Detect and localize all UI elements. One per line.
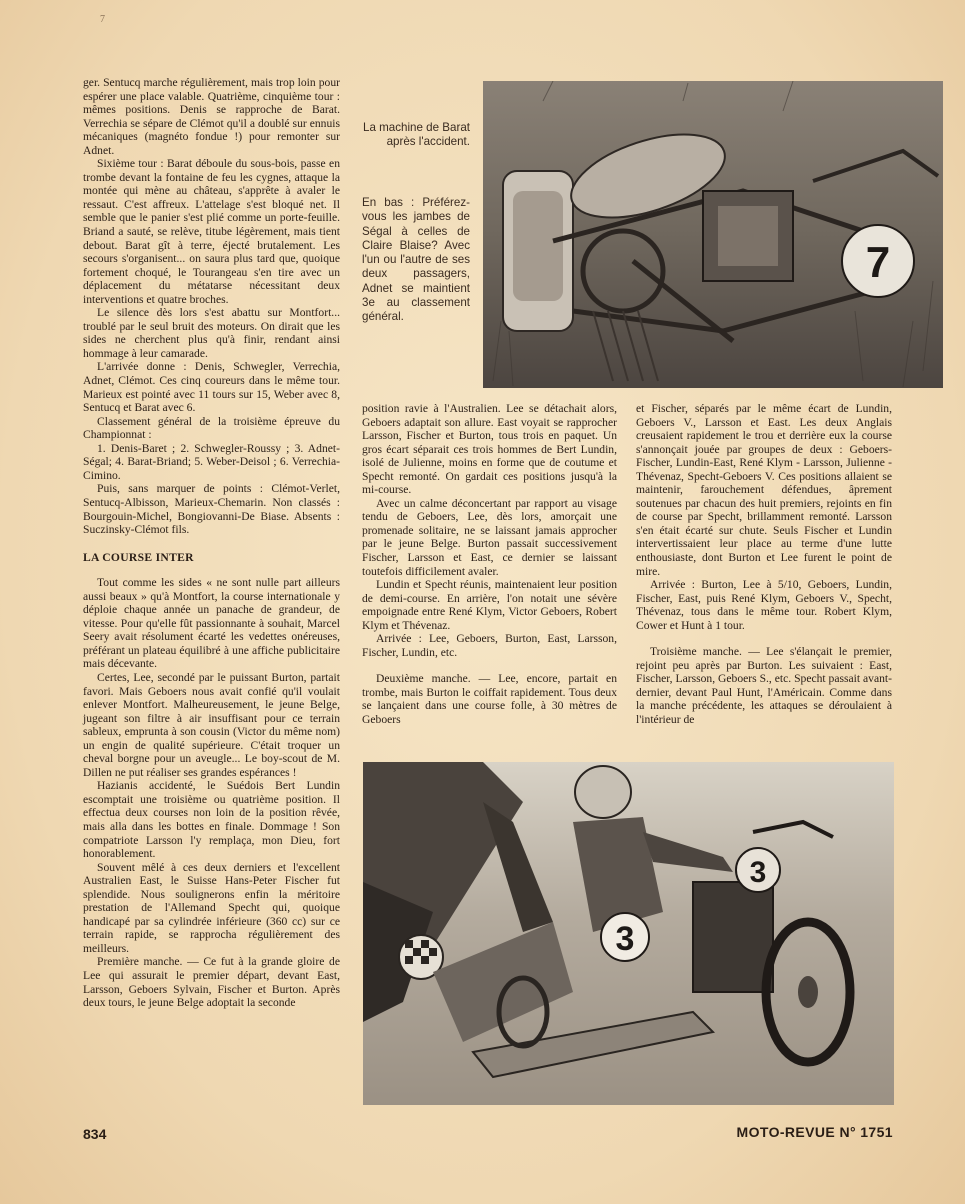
- paragraph: Première manche. — Ce fut à la grande gloire de Lee qui assurait le premier départ, devant East, Larsson, Geboers Sylvain, Fischer et Burton. Après deux tours, le jeune Belge adoptait la seconde: [83, 955, 340, 1010]
- section-heading: LA COURSE INTER: [83, 550, 194, 564]
- paragraph: Tout comme les sides « ne sont nulle part ailleurs aussi beaux » qu'à Montfort, la course internationale y déploie chaque année un panache de grandeur, de vitesse. Pour qu'elle fût passionnante à souhait, Marcel Seery avait résolument écarté les vedettes onéreuses, préférant un plateau équilibré à une affiche publicitaire mais décevante.: [83, 576, 340, 671]
- article-column-right: [636, 402, 892, 727]
- paragraph: Souvent mêlé à ces deux derniers et l'excellent Australien East, le Suisse Hans-Peter Fischer fut splendide. Nous soulignerons enfin la méritoire prestation de l'Allemand Specht qui, quoique handicapé par sa cylindrée inférieure (360 cc) sur ce terrain rapide, se rapprocha régulièrement des meilleurs.: [83, 860, 340, 955]
- photo-caption-top: La machine de Barat après l'accident.: [363, 121, 470, 149]
- number-plate-text: 7: [865, 238, 891, 287]
- paragraph: Classement général de la troisième épreuve du Championnat :: [83, 414, 340, 442]
- paragraph: Le silence dès lors s'est abattu sur Montfort... troublé par le seul bruit des moteurs. On dirait que les sides ne cherchent plus qu'à finir, rendant ainsi hommage à leur camarade.: [83, 306, 340, 360]
- paragraph: ger. Sentucq marche régulièrement, mais trop loin pour espérer une place valable. Quatrième, cinquième tour : mêmes positions. Denis se rapproche de Barat. Verrechia se sépare de Clémot qu'il a doublé sur ennuis mécaniques (magnéto fondue !) pour remonter sur Adnet.: [83, 76, 340, 157]
- paragraph: Sixième tour : Barat déboule du sous-bois, passe en trombe devant la fontaine de feu les cygnes, attaque la montée qui mène au château, s'apprête à avaler le ressaut. C'est affreux. L'attelage s'est bloqué net. Il semble que le panier s'est plié comme un porte-feuille. Briand a sauté, se relève, titube légèrement, mais tient debout. Barat gît à terre, éjecté brutalement. Les secours s'organisent... on saura plus tard que, quoique fortement choqué, le Tourangeau s'en tire avec un déplacement du métatarse nécessitant deux interventions et quatre broches.: [83, 157, 340, 306]
- corner-mark: 7: [100, 14, 105, 25]
- paragraph: Deuxième manche. — Lee, encore, partait en trombe, mais Burton le coiffait rapidement. Tous deux se lançaient dans une course folle, à 30 mètres de Geboers: [362, 672, 617, 727]
- article-column-middle: [362, 402, 617, 727]
- number-plate-text: 3: [615, 920, 635, 958]
- paragraph: et Fischer, séparés par le même écart de Lundin, Geboers V., Larsson et East. Les deux Anglais creusaient rapidement le trou et derrière eux la course s'annonçait jouée par groupes de deux : Geboers-Fischer, Lundin-East, René Klym - Larsson, Julienne - Thévenaz, Specht-Geboers V. Ces positions allaient se maintenir, farouchement défendues, âprement soutenues par chacun des huit premiers, rejoints en fin de course par Specht, brillamment remonté. Larsson s'en était écarté sur chute. Seuls Fischer et Lundin intervertissaient leur place au terme d'une lutte enthousiaste, dont Burton et Lee furent le point de mire.: [636, 402, 892, 578]
- paragraph: position ravie à l'Australien. Lee se détachait alors, Geboers adaptait son allure. East voyait se rapprocher Larsson, Fischer et Burton, tous trois en paquet. Un gros écart séparait ces trois hommes de Bert Lundin, isolé de Julienne, moins en forme que de coutume et Specht remonté. On gardait ces positions jusqu'à la mi-course.: [362, 402, 617, 497]
- number-plate-text: 3: [749, 856, 767, 889]
- paragraph: Hazianis accidenté, le Suédois Bert Lundin escomptait une troisième ou quatrième position. Il effectua deux courses non loin de la position rêvée, mais alla dans les bottes en finale. Dommage ! Son compatriote Larsson l'y remplaça, mon Dieu, fort honorablement.: [83, 779, 340, 861]
- paragraph: Arrivée : Lee, Geboers, Burton, East, Larsson, Fischer, Lundin, etc.: [362, 632, 617, 659]
- paragraph: Arrivée : Burton, Lee à 5/10, Geboers, Lundin, Fischer, East, puis René Klym, Geboers V., Specht, Thévenaz, tous dans le même tour. Robert Klym, Cower et Hunt à 1 tour.: [636, 578, 892, 632]
- page-number: 834: [83, 1126, 107, 1142]
- article-column-left: [83, 76, 340, 1010]
- magazine-title: MOTO-REVUE N° 1751: [736, 1124, 893, 1140]
- paragraph: Troisième manche. — Lee s'élançait le premier, rejoint peu après par Burton. Les suivaient : East, Fischer, Larsson, Geboers S., etc. Specht passait avant-dernier, devant Paul Hunt, l'Américain. Comme dans la manche précédente, les attaques se déroulaient à l'intérieur de: [636, 645, 892, 727]
- photo-caption-bottom: En bas : Préférez-vous les jambes de Ségal à celles de Claire Blaise? Avec l'un ou l'autre de ses deux passagers, Adnet se maintient 3e au classement général.: [362, 196, 470, 324]
- paragraph: Avec un calme déconcertant par rapport au visage tendu de Geboers, Lee, dès lors, amorçait une promenade solitaire, ne se laissant jamais approcher par le jeune Belge. Burton passait successivement Fischer, Larsson et East, ce dernier se laissant toutefois difficilement avaler.: [362, 496, 617, 578]
- paragraph: L'arrivée donne : Denis, Schwegler, Verrechia, Adnet, Clémot. Ces cinq coureurs dans le même tour. Marieux est pointé avec 11 tours sur 15, Weber avec 8, Sentucq et Barat avec 6.: [83, 360, 340, 415]
- photo-sidecar-racing: [363, 762, 894, 1105]
- photo-sidecar-racing-image: [363, 762, 894, 1105]
- paragraph: Puis, sans marquer de points : Clémot-Verlet, Sentucq-Albisson, Marieux-Chemarin. Non classés : Bourgouin-Michel, Bongiovanni-De Biase. Absents : Suczinsky-Clémot fils.: [83, 482, 340, 537]
- paragraph: Lundin et Specht réunis, maintenaient leur position de demi-course. En arrière, l'on notait une sévère empoignade entre René Klym, Victor Geboers, Robert Klym et Thévenaz.: [362, 578, 617, 632]
- paragraph: Certes, Lee, secondé par le puissant Burton, partait favori. Mais Geboers nous avait confié qu'il voulait enlever Montfort. Malheureusement, le jeune Belge, jugeant son filtre à air insuffisant pour ce terrain sableux, emprunta à son cousin (Victor du même nom) un engin de qualité supérieure. C'était troquer un cheval borgne pour un aveugle... Le boy-scout de M. Dillen ne put réaliser ses grandes espérances !: [83, 670, 340, 779]
- photo-crashed-sidecar: [483, 81, 943, 388]
- paragraph: 1. Denis-Baret ; 2. Schwegler-Roussy ; 3. Adnet-Ségal; 4. Barat-Briand; 5. Weber-Deisol ; 6. Verrechia-Cimino.: [83, 441, 340, 482]
- photo-crashed-sidecar-image: [483, 81, 943, 388]
